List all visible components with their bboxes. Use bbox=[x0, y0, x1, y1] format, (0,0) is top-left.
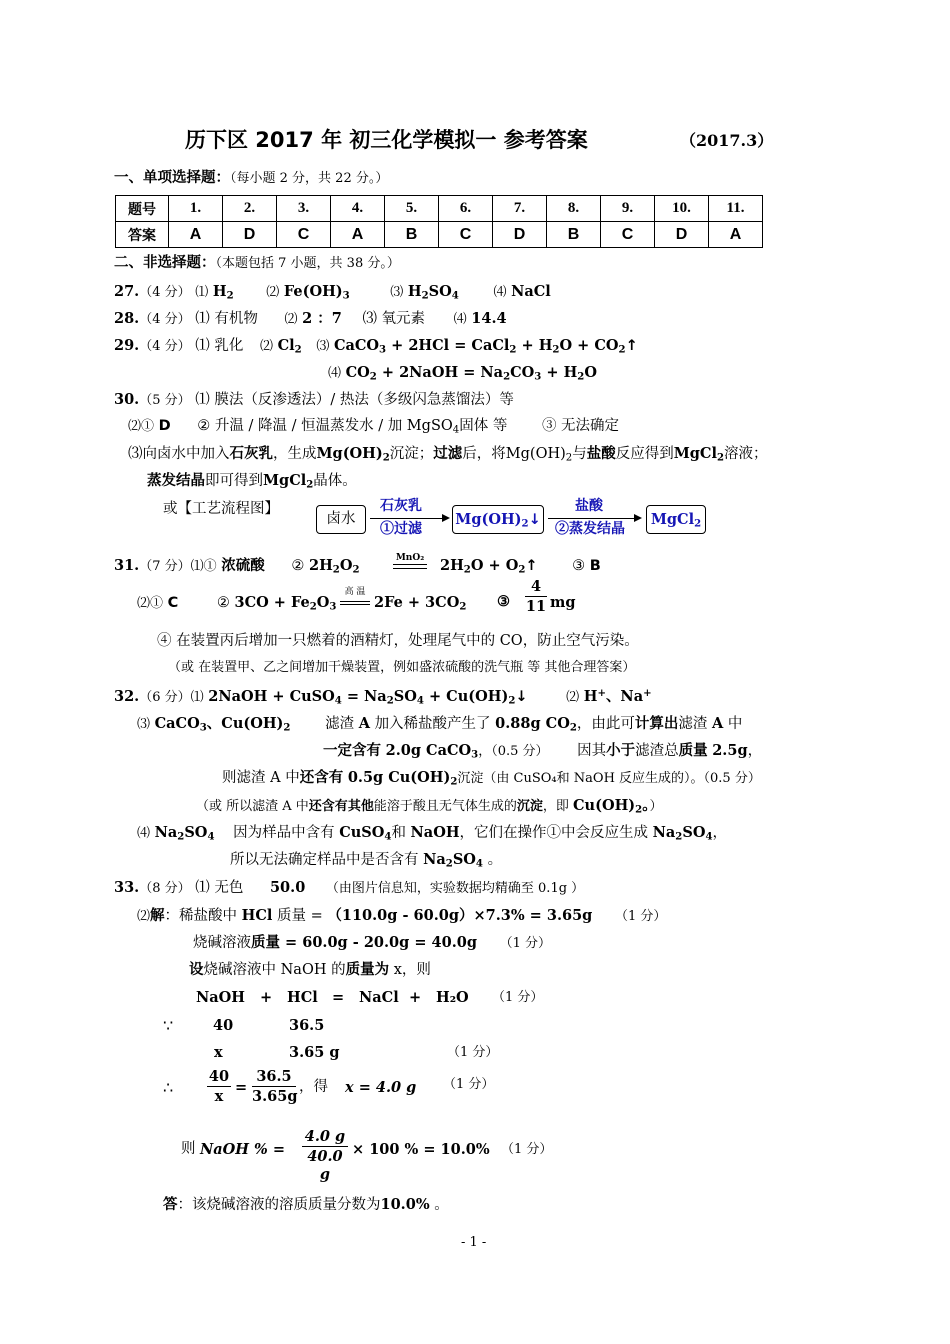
table-cell: 10. bbox=[655, 196, 709, 222]
q33-line1: 33.（8 分） ⑴ 无色 50.0 （由图片信息知，实验数据均精确至 0.1g ） bbox=[114, 879, 585, 896]
x-hcl: 3.65 g bbox=[289, 1044, 340, 1061]
solve-result: x = 4.0 g bbox=[345, 1079, 417, 1096]
mass-hcl: 36.5 bbox=[289, 1017, 325, 1034]
fraction-tail: mg bbox=[550, 594, 576, 611]
final-answer: 答：该烧碱溶液的溶质质量分数为10.0% 。 bbox=[163, 1196, 449, 1213]
x-naoh: x bbox=[214, 1044, 223, 1061]
eq-naoh: NaOH bbox=[196, 989, 245, 1006]
table-cell: A bbox=[169, 222, 223, 248]
date-label: （2017.3） bbox=[680, 131, 774, 150]
table-cell: D bbox=[655, 222, 709, 248]
q28-line: 28.（4 分） ⑴ 有机物 ⑵ 2 ：7 ⑶ 氧元素 ⑷ 14.4 bbox=[114, 310, 507, 327]
flow-step1-bottom: ①过滤 bbox=[380, 521, 422, 537]
q27-line: 27.（4 分） ⑴ $H_2$ ⑵ $Fe(OH)_3$ ⑶ $H_2SO_4$ ⑷ NaCl bbox=[114, 283, 551, 302]
table-cell: 4. bbox=[331, 196, 385, 222]
catalyst-label: MnO₂ bbox=[393, 553, 427, 565]
table-cell: 7. bbox=[493, 196, 547, 222]
eq-h2o: H₂O bbox=[436, 989, 469, 1006]
table-cell: C bbox=[439, 222, 493, 248]
solve-text: ，得 bbox=[299, 1079, 328, 1095]
row-label: 答案 bbox=[116, 222, 169, 248]
q30-line2: ⑵① D ② 升温 / 降温 / 恒温蒸发水 / 加 MgSO$_4$固体 等 ③ 无法确定 bbox=[128, 418, 620, 436]
table-cell: B bbox=[385, 222, 439, 248]
eq-plus-1: + bbox=[260, 989, 273, 1006]
frac-equals: = bbox=[235, 1079, 248, 1096]
row-label: 题号 bbox=[116, 196, 169, 222]
q32-line7: 所以无法确定样品中是否含有 $Na_2SO_4$ 。 bbox=[230, 851, 503, 870]
table-cell: 11. bbox=[709, 196, 763, 222]
fraction-40-x: 40 x bbox=[208, 1068, 230, 1106]
percent-result: × 100 % = 10.0% bbox=[352, 1141, 490, 1158]
q32-line3: 一定含有 2.0g CaCO$_3$，（0.5 分） 因其小于滤渣总质量 2.5g， bbox=[323, 742, 763, 761]
flow-step2-bottom: ②蒸发结晶 bbox=[555, 521, 625, 537]
q32-line2: ⑶ CaCO$_3$、$Cu(OH)_2$ 滤渣 A 加入稀盐酸产生了 0.88g $CO_2$，由此可计算出滤渣 A 中 bbox=[137, 715, 743, 734]
flow-step2-top: 盐酸 bbox=[575, 498, 603, 514]
naoh-percent: NaOH % = bbox=[200, 1141, 286, 1158]
therefore-symbol: ∴ bbox=[163, 1078, 174, 1097]
q30-line1: 30.（5 分） ⑴ 膜法（反渗透法）/ 热法（多级闪急蒸馏法）等 bbox=[114, 391, 514, 408]
eq-plus-2: + bbox=[409, 989, 422, 1006]
eq-line bbox=[393, 568, 427, 569]
q31-line1: 31.（7 分）⑴① 浓硫酸 ② $2H_2O_2$ bbox=[114, 557, 360, 576]
table-row bbox=[116, 222, 763, 248]
flow-arrow-1 bbox=[370, 518, 448, 519]
section2-header: 二、非选择题：（本题包括 7 小题，共 38 分。） bbox=[114, 255, 400, 271]
q29-line2: ⑷ $CO_2$ + 2NaOH = $Na_2CO_3 + H_2O$ bbox=[328, 364, 597, 383]
condition-label: 高 温 bbox=[344, 587, 366, 597]
flow-step1-top: 石灰乳 bbox=[380, 498, 422, 514]
q33-line2: ⑵解：稀盐酸中 HCl 质量 = （110.0g - 60.0g）×7.3% = 3.65g （1 分） bbox=[137, 907, 667, 924]
page-title: 历下区 2017 年 初三化学模拟一 参考答案 bbox=[185, 128, 588, 152]
table-cell: C bbox=[277, 222, 331, 248]
table-cell: A bbox=[331, 222, 385, 248]
because-symbol: ∵ bbox=[163, 1016, 174, 1035]
q31-line2: ⑵① C ② $3CO + Fe_2O_3$ bbox=[137, 594, 337, 613]
eq-nacl: NaCl bbox=[359, 989, 399, 1006]
table-cell: A bbox=[709, 222, 763, 248]
eq-score: （1 分） bbox=[492, 990, 544, 1005]
q32-line4: 则滤渣 A 中还含有 0.5g $Cu(OH)_2$沉淀（由 CuSO₄和 NaOH 反应生成的）。（0.5 分） bbox=[222, 769, 761, 788]
table-cell: 5. bbox=[385, 196, 439, 222]
table-cell: B bbox=[547, 222, 601, 248]
flow-arrow-2 bbox=[548, 518, 640, 519]
eq-hcl: HCl bbox=[287, 989, 318, 1006]
q31-line4: ④ 在装置丙后增加一只燃着的酒精灯，处理尾气中的 CO，防止空气污染。 bbox=[157, 633, 639, 649]
flow-box-mgcl2: MgCl$_2$ bbox=[646, 505, 706, 534]
table-row bbox=[116, 196, 763, 222]
q31-p2c-label: ③ bbox=[497, 593, 510, 610]
fraction-4-11: 4 11 bbox=[525, 578, 547, 616]
answer-table bbox=[115, 195, 763, 248]
eq-equals: = bbox=[332, 989, 345, 1006]
table-cell: 9. bbox=[601, 196, 655, 222]
solve-score: （1 分） bbox=[443, 1077, 495, 1092]
q31-line1b: $2H_2O$ + $O_2↑$ ③ B bbox=[440, 557, 601, 576]
table-cell: 8. bbox=[547, 196, 601, 222]
q30-line3: ⑶向卤水中加入石灰乳，生成$Mg(OH)_2$沉淀；过滤后，将$Mg(OH)_2$与盐酸反应得到MgCl$_2$溶液； bbox=[128, 445, 768, 464]
percent-score: （1 分） bbox=[501, 1142, 553, 1157]
page-number: - 1 - bbox=[461, 1235, 487, 1250]
eq-line-2 bbox=[340, 604, 370, 605]
eq-line-1 bbox=[340, 601, 370, 602]
table-cell: 3. bbox=[277, 196, 331, 222]
q33-line3: 烧碱溶液质量 = 60.0g - 20.0g = 40.0g （1 分） bbox=[193, 934, 551, 951]
table-cell: 1. bbox=[169, 196, 223, 222]
flow-box-brine: 卤水 bbox=[316, 505, 366, 534]
table-cell: D bbox=[493, 222, 547, 248]
q32-line5: （或 所以滤渣 A 中还含有其他能溶于酸且无气体生成的沉淀，即 $Cu(OH)_2$。） bbox=[196, 797, 663, 816]
q31-line2b: $2Fe + 3CO_2$ bbox=[374, 594, 467, 613]
fraction-percent: 4.0 g 40.0 g bbox=[302, 1128, 348, 1183]
x-score: （1 分） bbox=[447, 1045, 499, 1060]
q30-line4: 蒸发结晶即可得到MgCl$_2$晶体。 bbox=[147, 472, 357, 491]
flow-box-mgoh2: $Mg(OH)_2↓$ bbox=[452, 505, 544, 534]
q32-line6: ⑷ $Na_2SO_4$ 因为样品中含有 CuSO$_4$和 NaOH，它们在操作①中会反应生成 $Na_2SO_4$， bbox=[137, 824, 727, 843]
mass-naoh: 40 bbox=[213, 1017, 234, 1034]
section1-header: 一、单项选择题：（每小题 2 分，共 22 分。） bbox=[114, 170, 389, 186]
fraction-36-5: 36.5 3.65g bbox=[252, 1068, 298, 1106]
ze-label: 则 bbox=[181, 1141, 196, 1157]
q32-line1: 32.（6 分）⑴ 2NaOH + CuSO$_4$ = $Na_2SO_4$ + $Cu(OH)_2↓$ ⑵ H+、Na+ bbox=[114, 686, 652, 707]
q31-line5: （或 在装置甲、乙之间增加干燥装置，例如盛浓硫酸的洗气瓶 等 其他合理答案） bbox=[168, 660, 636, 675]
q33-line4: 设烧碱溶液中 NaOH 的质量为 x，则 bbox=[189, 961, 431, 978]
table-cell: C bbox=[601, 222, 655, 248]
table-cell: D bbox=[223, 222, 277, 248]
table-cell: 2. bbox=[223, 196, 277, 222]
table-cell: 6. bbox=[439, 196, 493, 222]
q29-line1: 29.（4 分） ⑴ 乳化 ⑵ $Cl_2$ ⑶ CaCO$_3$ + 2HCl = CaCl$_2$ + $H_2O$ + $CO_2↑$ bbox=[114, 337, 638, 356]
flow-prefix: 或【工艺流程图】 bbox=[163, 501, 279, 517]
